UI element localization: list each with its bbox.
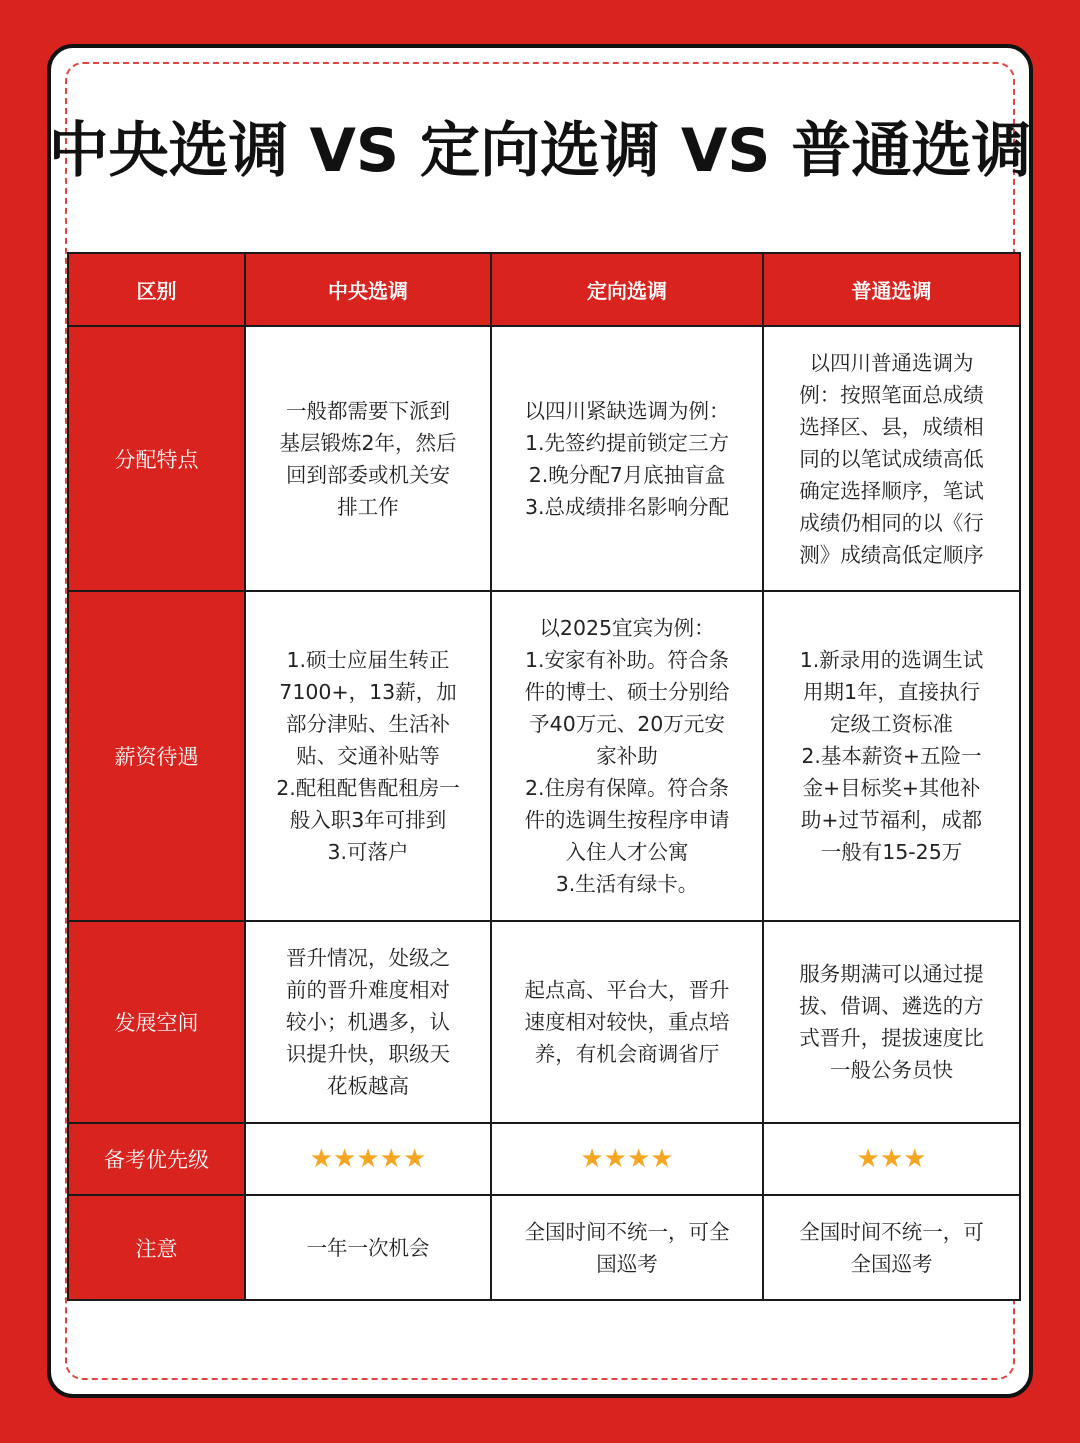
table-cell: 以2025宜宾为例： 1.安家有补助。符合条 件的博士、硕士分别给 予40万元、20万元安 家补助 2.住房有保障。符合条 件的选调生按程序申请 入住人才公寓 3.生活有绿卡。 — [491, 591, 763, 921]
header-cell-targeted: 定向选调 — [491, 253, 763, 326]
comparison-table — [67, 252, 1021, 1301]
row-label: 发展空间 — [68, 921, 245, 1123]
table-cell: 服务期满可以通过提 拔、借调、遴选的方 式晋升，提拔速度比 一般公务员快 — [763, 921, 1020, 1123]
row-label: 注意 — [68, 1195, 245, 1300]
row-label: 分配特点 — [68, 326, 245, 591]
star-rating — [245, 1123, 491, 1195]
page-title: 中央选调 VS 定向选调 VS 普通选调 — [48, 116, 1032, 186]
header-cell-central: 中央选调 — [245, 253, 491, 326]
table-cell: 全国时间不统一，可 全国巡考 — [763, 1195, 1020, 1300]
table-cell: 一年一次机会 — [245, 1195, 491, 1300]
header-row — [68, 253, 1020, 326]
table-cell: 全国时间不统一，可全 国巡考 — [491, 1195, 763, 1300]
table-cell: 以四川紧缺选调为例： 1.先签约提前锁定三方 2.晚分配7月底抽盲盒 3.总成绩排名影响分配 — [491, 326, 763, 591]
row-label: 薪资待遇 — [68, 591, 245, 921]
table-row — [68, 326, 1020, 591]
table-cell: 以四川普通选调为 例：按照笔面总成绩 选择区、县，成绩相 同的以笔试成绩高低 确定选择顺序，笔试 成绩仍相同的以《行 测》成绩高低定顺序 — [763, 326, 1020, 591]
header-cell-general: 普通选调 — [763, 253, 1020, 326]
star-rating — [491, 1123, 763, 1195]
star-icon: ★★★ — [856, 1143, 927, 1174]
star-icon: ★★★★ — [580, 1143, 674, 1174]
table-cell: 晋升情况，处级之 前的晋升难度相对 较小；机遇多，认 识提升快，职级天 花板越高 — [245, 921, 491, 1123]
row-label: 备考优先级 — [68, 1123, 245, 1195]
table-row — [68, 591, 1020, 921]
table-row — [68, 921, 1020, 1123]
star-icon: ★★★★★ — [309, 1143, 427, 1174]
table-row — [68, 1195, 1020, 1300]
table-cell: 1.硕士应届生转正 7100+，13薪，加 部分津贴、生活补 贴、交通补贴等 2.配租配售配租房一 般入职3年可排到 3.可落户 — [245, 591, 491, 921]
table-cell: 1.新录用的选调生试 用期1年，直接执行 定级工资标准 2.基本薪资+五险一 金+目标奖+其他补 助+过节福利，成都 一般有15-25万 — [763, 591, 1020, 921]
table-row — [68, 1123, 1020, 1195]
table-cell: 一般都需要下派到 基层锻炼2年，然后 回到部委或机关安 排工作 — [245, 326, 491, 591]
header-cell-diff: 区别 — [68, 253, 245, 326]
table-cell: 起点高、平台大，晋升 速度相对较快，重点培 养，有机会商调省厅 — [491, 921, 763, 1123]
star-rating — [763, 1123, 1020, 1195]
